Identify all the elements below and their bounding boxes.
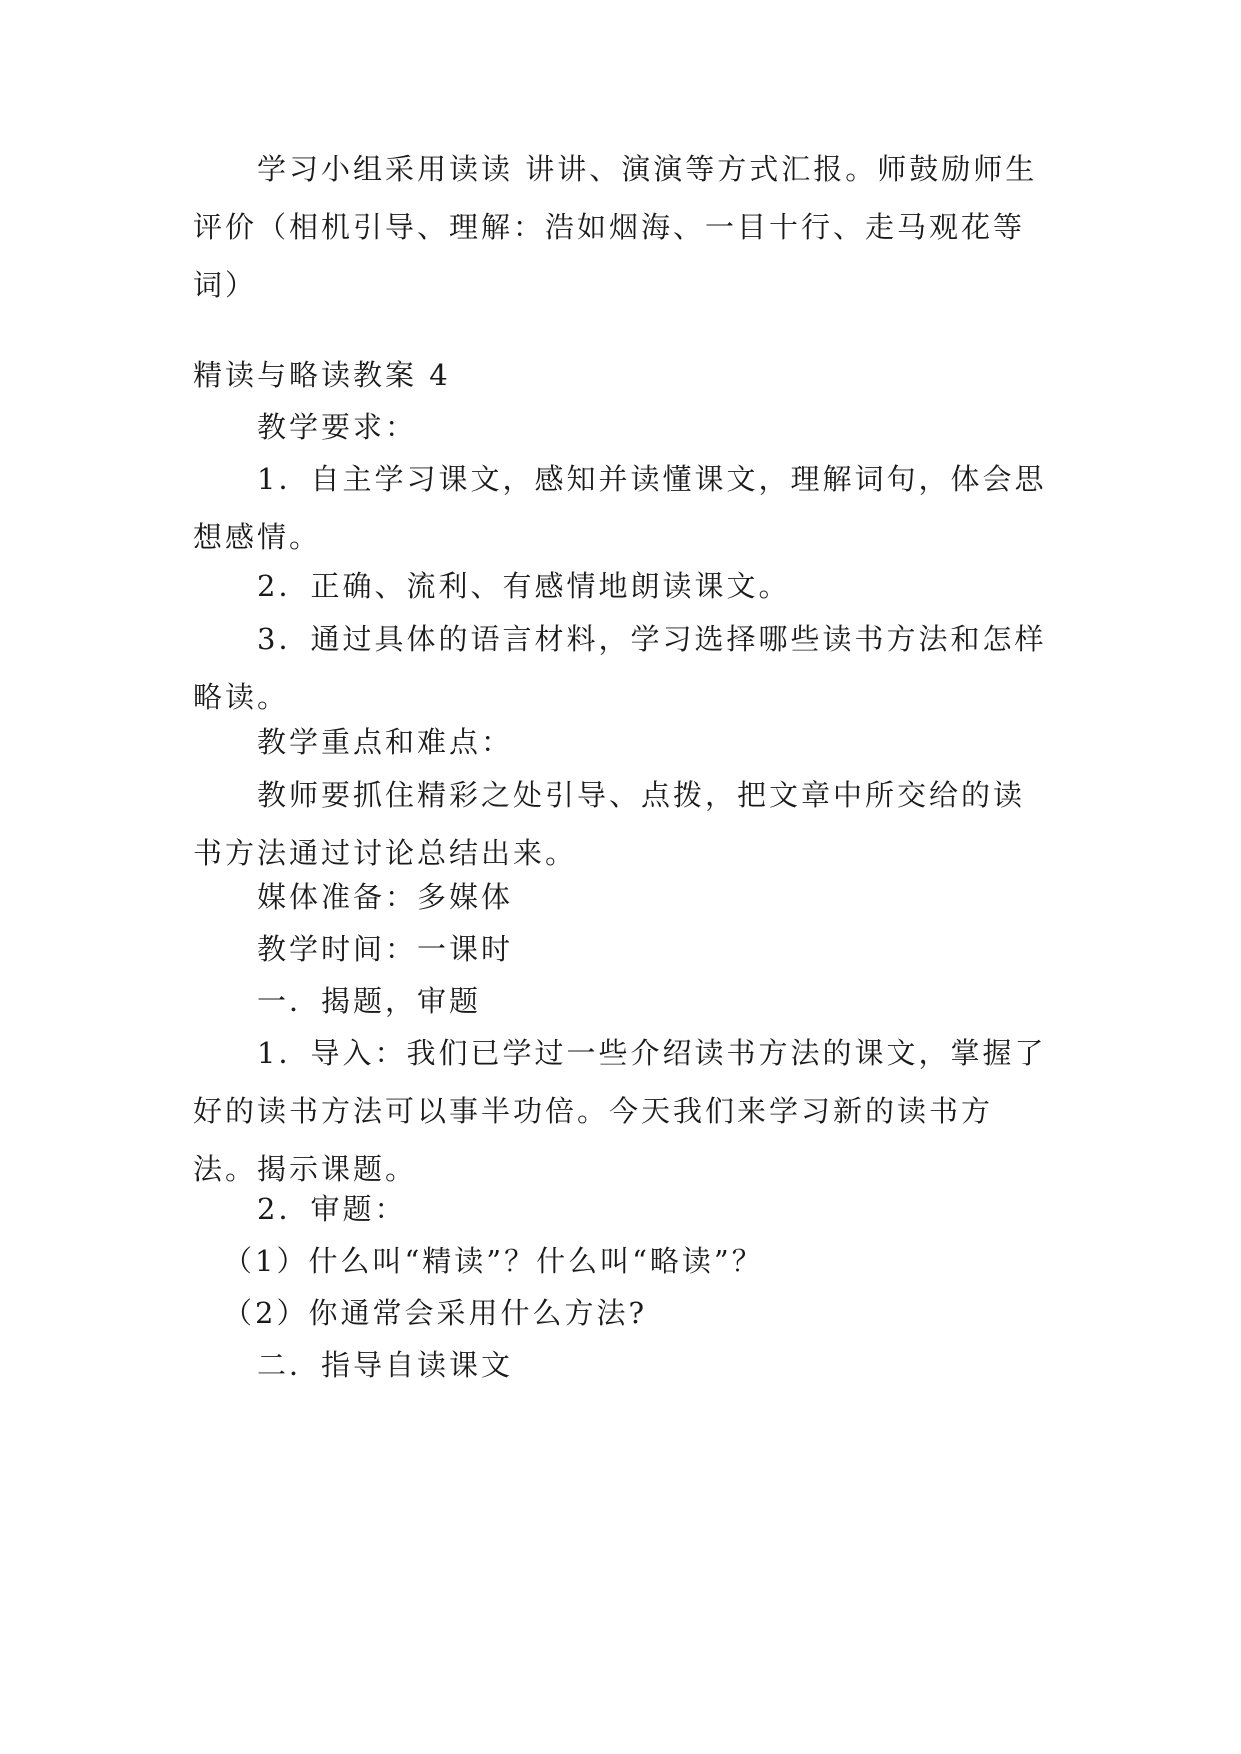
media-preparation: 媒体准备：多媒体 bbox=[257, 880, 514, 914]
teaching-time: 教学时间：一课时 bbox=[257, 932, 514, 966]
requirement-item-1: 1．自主学习课文，感知并读懂课文，理解词句，体会思想感情。 bbox=[193, 462, 1047, 554]
section-title: 精读与略读教案 4 bbox=[193, 358, 451, 392]
intro-paragraph: 学习小组采用读读 讲讲、演演等方式汇报。师鼓励师生评价（相机引导、理解：浩如烟海、一目十行、走马观花等词） bbox=[193, 152, 1038, 302]
requirement-item-3: 3．通过具体的语言材料，学习选择哪些读书方法和怎样略读。 bbox=[193, 622, 1047, 714]
requirements-heading: 教学要求： bbox=[257, 410, 418, 444]
key-points-heading: 教学重点和难点： bbox=[257, 725, 514, 759]
step-1-item-1: 1．导入：我们已学过一些介绍读书方法的课文，掌握了好的读书方法可以事半功倍。今天我们来学习新的读书方法。揭示课题。 bbox=[193, 1036, 1047, 1186]
step-2-heading: 二．指导自读课文 bbox=[257, 1348, 514, 1382]
question-2: （2）你通常会采用什么方法? bbox=[223, 1296, 647, 1330]
key-points-paragraph: 教师要抓住精彩之处引导、点拨，把文章中所交给的读书方法通过讨论总结出来。 bbox=[193, 778, 1026, 870]
step-1-item-2: 2．审题： bbox=[257, 1192, 407, 1226]
requirement-item-2: 2．正确、流利、有感情地朗读课文。 bbox=[257, 569, 791, 603]
step-1-heading: 一．揭题，审题 bbox=[257, 984, 482, 1018]
question-1: （1）什么叫“精读”？什么叫“略读”？ bbox=[223, 1244, 764, 1278]
